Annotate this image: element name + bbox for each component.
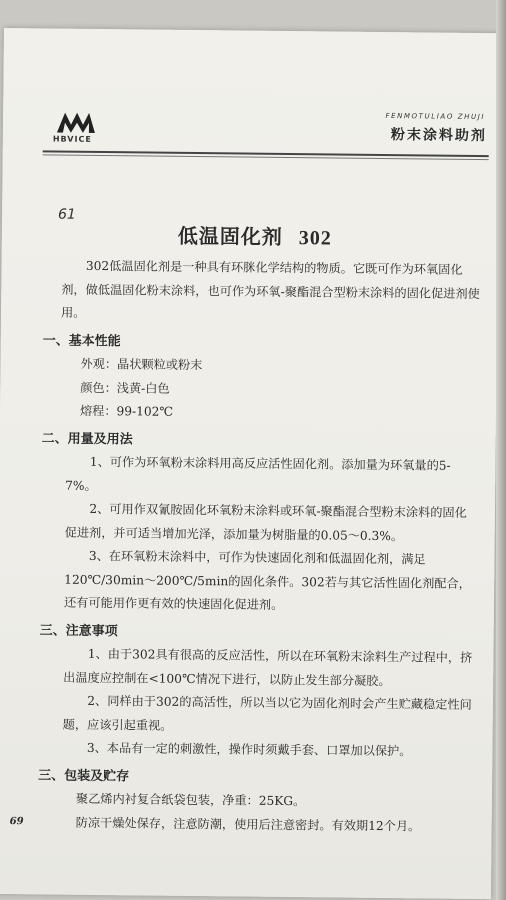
list-item: 颜色：浅黄-白色	[80, 380, 170, 396]
handwritten-number: 61	[57, 206, 76, 223]
section-heading: 二、用量及用法	[41, 430, 133, 447]
section-basic	[42, 329, 481, 427]
intro-paragraph: 302低温固化剂是一种具有环脒化学结构的物质。它既可作为环氧固化剂，做低温固化粉末涂料，也可作为环氧-聚酯混合型粉末涂料的固化促进剂使用。	[60, 258, 480, 320]
list-item: 2、同样由于302的高活性，所以当以它为固化剂时会产生贮藏稳定性问题，应该引起重视。	[62, 693, 472, 733]
company-logo	[53, 105, 113, 152]
document-body	[38, 255, 482, 839]
book-edge	[496, 0, 506, 900]
section-heading: 三、包装及贮存	[38, 767, 130, 784]
list-item: 3、在环氧粉末涂料中，可作为快速固化剂和低温固化剂，满足120℃/30min～200℃/5min的固化条件。302若与其它活性固化剂配合，还有可能用作更有效的快速固化促进剂。	[63, 548, 471, 612]
list-item: 2、可用作双氰胺固化环氧粉末涂料或环氧-聚酯混合型粉末涂料的固化促进剂，并可适当增加光泽，添加量为树脂量的0.05～0.3%。	[64, 501, 467, 543]
list-item: 外观：晶状颗粒或粉末	[80, 356, 203, 373]
header-cn-tag: 粉末涂料助剂	[390, 127, 487, 145]
document-page	[0, 28, 500, 899]
list-item: 3、本品有一定的刺激性，操作时须戴手套、口罩加以保护。	[86, 740, 412, 759]
header-en-tag: FENMOTULIAO ZHUJI	[385, 111, 486, 122]
section-notes	[39, 619, 477, 764]
list-item: 防凉干燥处保存，注意防潮，使用后注意密封。有效期12个月。	[75, 815, 421, 833]
title-code: 302	[298, 227, 332, 250]
page-number: 69	[9, 816, 24, 828]
logo-text: HBVICE	[52, 134, 92, 144]
section-packaging	[38, 764, 477, 839]
title-name: 低温固化剂	[177, 223, 283, 249]
list-item: 1、由于302具有很高的反应活性，所以在环氧粉末涂料生产过程中，挤出温度应控制在<100℃情况下进行，以防止发生部分凝胶。	[63, 646, 473, 688]
list-item: 1、可作为环氧粉末涂料用高反应活性固化剂。添加量为环氧量的5-7%。	[65, 454, 451, 493]
page-header	[43, 104, 487, 155]
section-heading: 一、基本性能	[42, 332, 121, 349]
list-item: 聚乙烯内衬复合纸袋包装，净重：25KG。	[75, 791, 306, 809]
section-heading: 三、注意事项	[39, 622, 118, 639]
page-title	[2, 218, 506, 252]
list-item: 熔程：99-102℃	[79, 403, 174, 419]
section-usage	[41, 427, 480, 619]
